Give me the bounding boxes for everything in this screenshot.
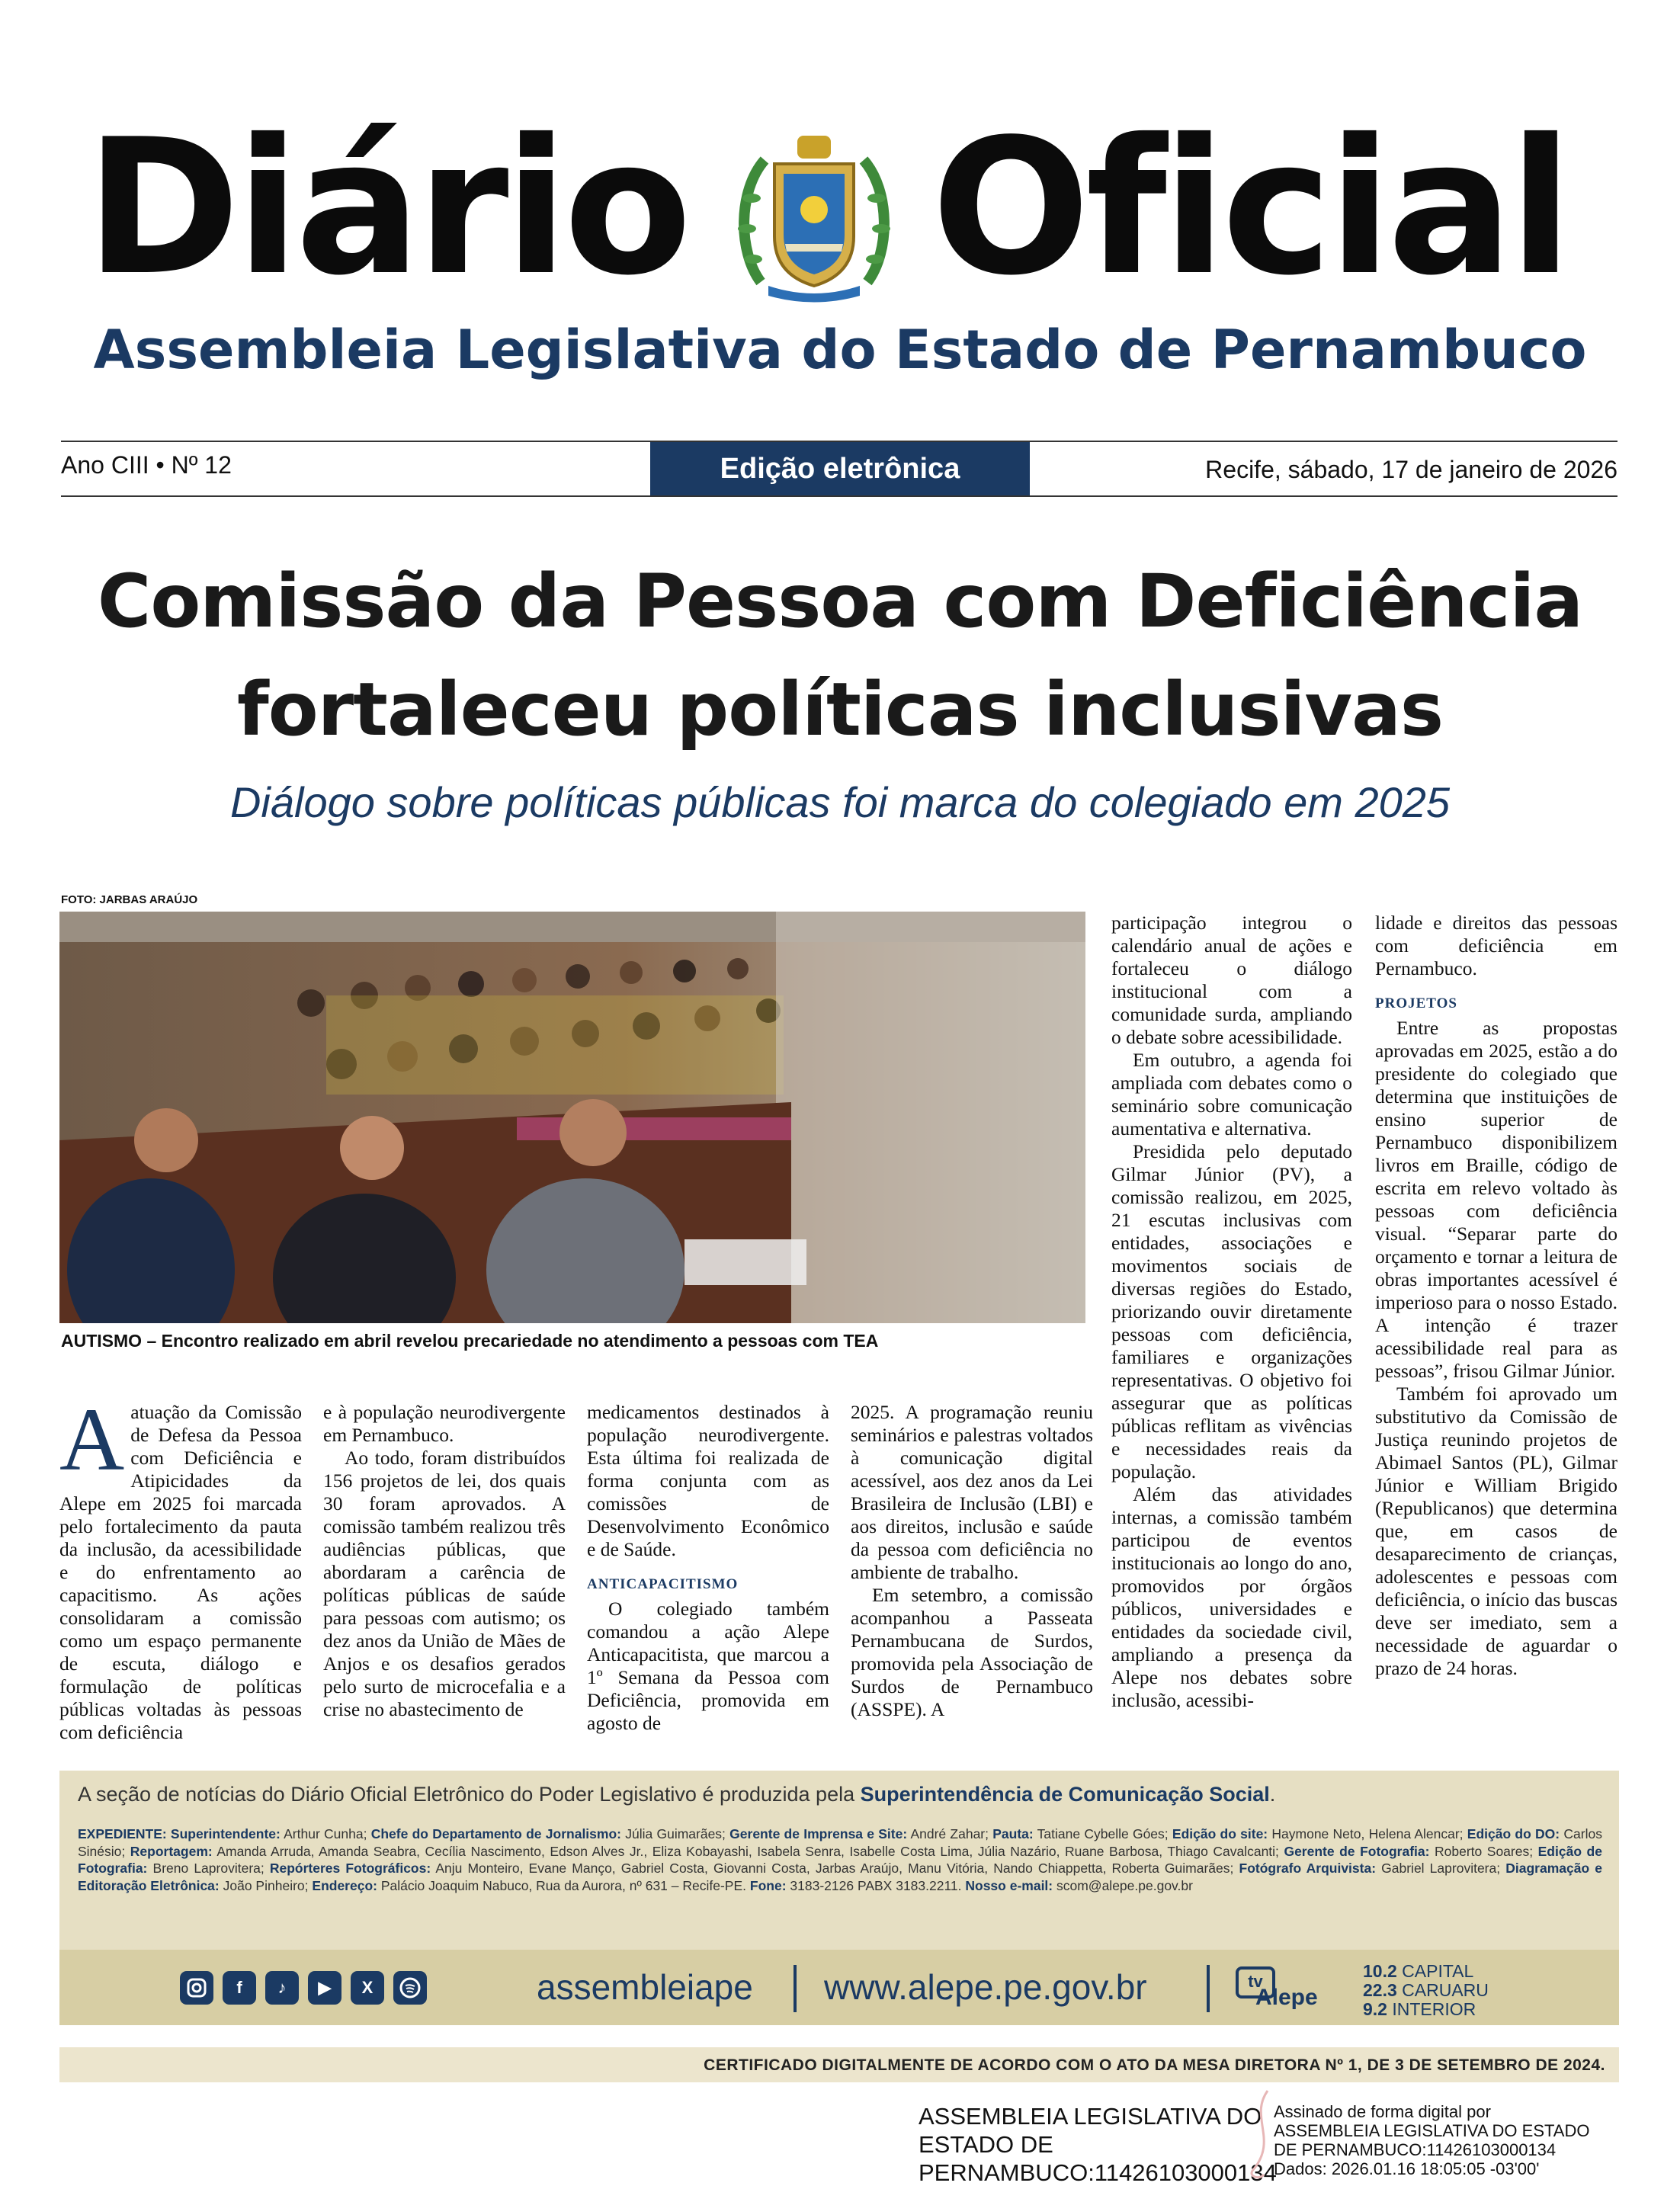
expediente-value: João Pinheiro; [223,1877,309,1893]
article-headline [30,547,1650,764]
expediente-value: Haymone Neto, Helena Alencar; [1271,1826,1464,1841]
masthead-title-left: Diário [85,99,688,316]
expediente-value: Palácio Joaquim Nabuco, Rua da Aurora, nº 631 – Recife-PE. [380,1877,747,1893]
article-column-1 [59,1389,302,1744]
column-5-paragraph-4: Além das atividades internas, a comissão também participou de eventos institucionais ao longo do ano, promovidos por órgãos públicos, universidades e entidades da sociedade civil, ampliando a presença da Alepe nos debates sobre inclusão, acessibi- [1111,1483,1352,1711]
expediente-label: Gerente de Fotografia: [1284,1843,1430,1859]
expediente-label: EXPEDIENTE: Superintendente: [78,1826,281,1841]
column-2-paragraph-2: Ao todo, foram distribuídos 156 projetos de lei, dos quais 30 foram aprovados. A comissão também realizou três audiências públicas, que abordaram a carência de políticas públicas de saúde para pessoas com autismo; os dez anos da União de Mães de Anjos e os desafios gerados pelo surto de microcefalia e a crise no abastecimento de [323,1447,566,1720]
x-icon[interactable]: X [351,1971,384,2005]
photo-credit: FOTO: JARBAS ARAÚJO [61,893,198,906]
divider [794,1965,797,2012]
divider [1207,1965,1210,2012]
expediente-value: Roberto Soares; [1434,1843,1534,1859]
expediente-label: Endereço: [312,1877,377,1893]
expediente-value: André Zahar; [910,1826,989,1841]
expediente-label: Edição do site: [1172,1826,1268,1841]
expediente-label: Chefe do Departamento de Jornalismo: [370,1826,621,1841]
article-photo [59,912,1085,1323]
column-6-text: lidade e direitos das pessoas com deficiência em Pernambuco. [1375,912,1617,979]
headline-line-1: Comissão da Pessoa com Deficiência [97,559,1583,644]
expediente-label: Diagramação e Editoração Eletrônica: [78,1861,1602,1893]
expediente-label: Pauta: [992,1826,1034,1841]
expediente-value: Arthur Cunha; [284,1826,367,1841]
expediente-label: Edição do DO: [1467,1826,1560,1841]
website-link[interactable]: www.alepe.pe.gov.br [824,1967,1147,2007]
facebook-icon[interactable]: f [223,1971,256,2005]
expediente-value: Gabriel Laprovitera; [1381,1861,1501,1876]
expediente-label: Fotógrafo Arquivista: [1239,1861,1377,1876]
column-1-text: atuação da Comissão de Defesa da Pessoa com Deficiência e Atipicidades da Alepe em 2025 foi marcada pelo fortalecimento da pauta da inclusão, da acessibilidade e do enfrentamento ao capacitismo. As ações consolidaram a comissão como um espaço permanente de escuta, diálogo e formulação de políticas públicas voltadas às pessoas com deficiência [59,1401,302,1743]
column-3-paragraph-2: O colegiado também comandou a ação Alepe Anticapacitista, que marcou a 1º Semana da Pessoa com Deficiência, promovida em agosto de [587,1598,829,1734]
article-column-3 [587,1401,829,1735]
article-column-4 [851,1401,1093,1721]
radio-capital: 10.2 CAPITAL [1363,1961,1474,1981]
tiktok-icon[interactable]: ♪ [265,1971,299,2005]
column-6-paragraph-2: Entre as propostas aprovadas em 2025, estão a do presidente do colegiado que determina que instituições de ensino superior de Pernambuco disponibilizem livros em Braille, código de escrita em relevo voltado às pessoas com deficiência visual. “Separar parte do orçamento e tornar a leitura de obras importantes acessível é imperioso para o nosso Estado. A intenção é trazer acessibilidade real para as pessoas”, frisou Gilmar Júnior. [1375,1017,1617,1382]
expediente-label: Fone: [749,1877,787,1893]
article-column-5 [1111,912,1352,1712]
radio-caruaru: 22.3 CARUARU [1363,1980,1489,2000]
instagram-icon[interactable] [180,1971,213,2005]
certification-text: CERTIFICADO DIGITALMENTE DE ACORDO COM O ATO DA MESA DIRETORA Nº 1, DE 3 DE SETEMBRO DE 2024. [704,2056,1605,2074]
issue-date: Recife, sábado, 17 de janeiro de 2026 [1205,456,1617,483]
tv-logo-top: tv [1236,1966,1275,1998]
expediente-value: Carlos Sinésio; [78,1826,1602,1859]
social-handle[interactable]: assembleiape [537,1967,753,2007]
expediente-value: Amanda Arruda, Amanda Seabra, Cecília Nascimento, Edson Alves Jr., Eliza Kobayashi, Isabela Senra, Isabelle Costa Lima, Júlia Nazário, Ruane Barbosa, Thiago Cavalcanti; [216,1843,1279,1859]
column-5-paragraph-2: Em outubro, a agenda foi ampliada com debates como o seminário sobre comunicação aumentativa e alternativa. [1111,1049,1352,1139]
expediente-label: Nosso e-mail: [965,1877,1053,1893]
headline-line-2: fortaleceu políticas inclusivas [236,667,1443,752]
footer-box [59,1771,1619,2025]
article-column-6 [1375,912,1617,1680]
edition-badge: Edição eletrônica [650,442,1030,495]
article-column-2 [323,1401,566,1721]
signature-name: ASSEMBLEIA LEGISLATIVA DO ESTADO DE PERNAMBUCO:11426103000134 [919,2103,1277,2186]
expediente-value: scom@alepe.pe.gov.br [1056,1877,1193,1893]
column-6-paragraph-3: Também foi aprovado um substitutivo da Comissão de Justiça reunindo projetos de Abimael Santos (PL), Gilmar Júnior e William Brigido (Republicanos) que determina que, em casos de desaparecimento de crianças, adolescentes e pessoas com deficiência, o início das buscas deve ser imediato, sem a necessidade de aguardar o prazo de 24 horas. [1375,1383,1617,1679]
spotify-icon[interactable] [393,1971,427,2005]
drop-cap: A [59,1389,125,1489]
footer-intro-bold: Superintendência de Comunicação Social [860,1783,1270,1806]
expediente-value: Tatiane Cybelle Góes; [1037,1826,1169,1841]
pernambuco-coat-of-arms-icon [730,130,898,305]
article-deck: Diálogo sobre políticas públicas foi marca do colegiado em 2025 [229,778,1451,826]
certification-band [59,2047,1619,2082]
footer-intro-text: A seção de notícias do Diário Oficial Eletrônico do Poder Legislativo é produzida pela [78,1783,855,1806]
footer-intro: A seção de notícias do Diário Oficial Eletrônico do Poder Legislativo é produzida pela Superintendência de Comunicação Social. [78,1783,1276,1806]
expediente-label: Gerente de Imprensa e Site: [729,1826,908,1841]
expediente-label: Edição de Fotografia: [78,1843,1602,1876]
expediente-label: Repórteres Fotográficos: [269,1861,431,1876]
social-bar [59,1950,1619,2025]
column-5-text: participação integrou o calendário anual de ações e fortaleceu o diálogo institucional com a comunidade surda, ampliando o debate sobre acessibilidade. [1111,912,1352,1048]
radio-interior: 9.2 INTERIOR [1363,1999,1476,2019]
photo-caption: AUTISMO – Encontro realizado em abril revelou precariedade no atendimento a pessoas com TEA [61,1331,879,1351]
expediente-credits [78,1825,1602,1894]
bottom-rule [61,495,1617,497]
youtube-icon[interactable]: ▶ [308,1971,341,2005]
tv-alepe-logo [1236,1966,1319,2011]
expediente-value: 3183-2126 PABX 3183.2211. [790,1877,962,1893]
column-2-text: e à população neurodivergente em Pernambuco. [323,1401,566,1446]
masthead-subtitle: Assembleia Legislativa do Estado de Pernambuco [93,319,1587,381]
issue-number: Ano CIII • Nº 12 [61,451,232,479]
tv-logo-bottom: Alepe [1255,1985,1318,2010]
masthead-title-right: Oficial [931,99,1569,316]
section-heading-projetos: PROJETOS [1375,995,1457,1011]
column-3-text: medicamentos destinados à população neurodivergente. Esta última foi realizada de forma conjunta com as comissões de Desenvolvimento Econômico e de Saúde. [587,1401,829,1560]
expediente-value: Júlia Guimarães; [625,1826,726,1841]
section-heading-anticapacitismo: ANTICAPACITISMO [587,1576,739,1592]
expediente-value: Breno Laprovitera; [152,1861,265,1876]
column-4-text: 2025. A programação reuniu seminários e palestras voltados à comunicação digital acessível, aos dez anos da Lei Brasileira de Inclusão (LBI) e aos direitos, inclusão e saúde da pessoa com deficiência no ambiente de trabalho. [851,1401,1093,1583]
expediente-label: Reportagem: [130,1843,213,1859]
expediente-value: Anju Monteiro, Evane Manço, Gabriel Costa, Giovanni Costa, Jarbas Araújo, Manu Vitória, Nando Chiappetta, Roberta Guimarães; [435,1861,1234,1876]
column-5-paragraph-3: Presidida pelo deputado Gilmar Júnior (PV), a comissão realizou, em 2025, 21 escutas inclusivas com entidades, associações e movimentos sociais de diversas regiões do Estado, priorizando ouvir diretamente pessoas com deficiência, familiares e organizações representativas. O objetivo foi assegurar que as políticas públicas reflitam as vivências e necessidades reais da população. [1111,1140,1352,1482]
signature-details: Assinado de forma digital por ASSEMBLEIA LEGISLATIVA DO ESTADO DE PERNAMBUCO:11426103000134 Dados: 2026.01.16 18:05:05 -03'00' [1274,2102,1590,2178]
column-4-paragraph-2: Em setembro, a comissão acompanhou a Passeata Pernambucana de Surdos, promovida pela Associação de Surdos de Pernambuco (ASSPE). A [851,1584,1093,1720]
